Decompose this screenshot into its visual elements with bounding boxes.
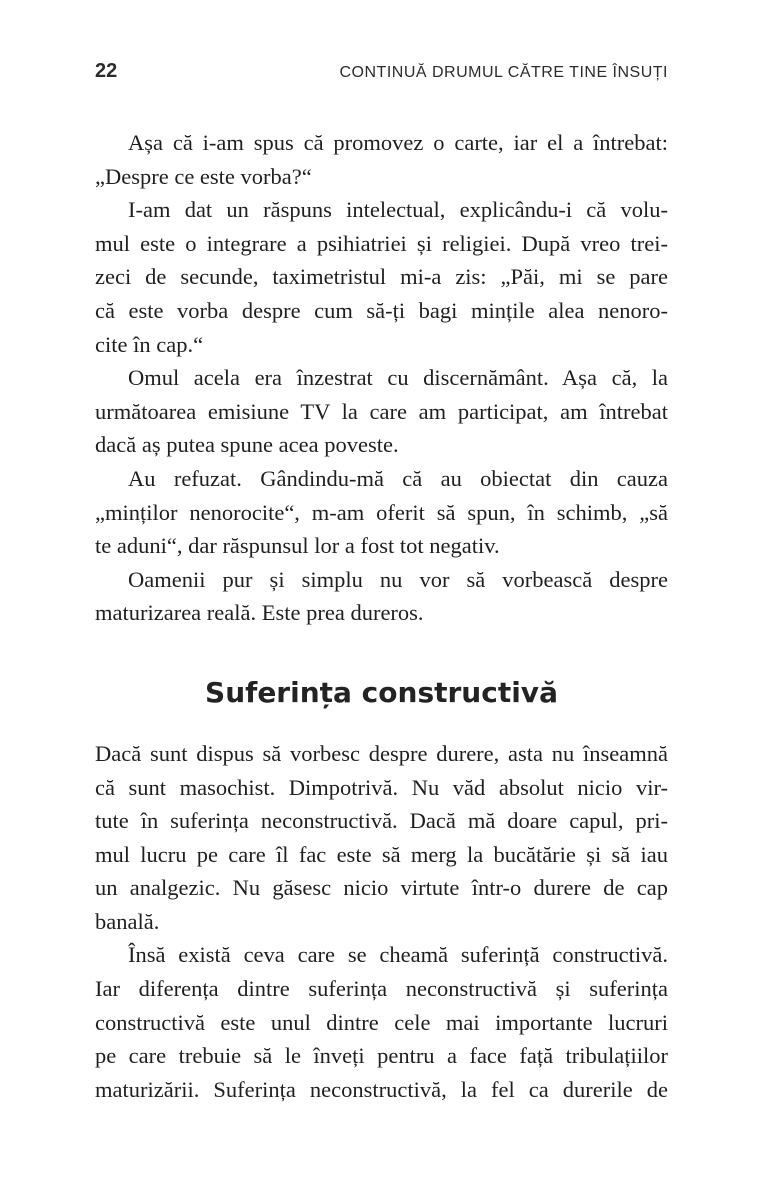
text-line: mul lucru pe care îl fac este să merg la bucătărie și să iau (95, 841, 668, 867)
text-line: Oamenii pur și simplu nu vor să vorbească despre (128, 566, 668, 592)
section-heading: Suferința constructivă (205, 675, 558, 709)
text-line: că sunt masochist. Dimpotrivă. Nu văd absolut nicio vir- (95, 774, 668, 800)
text-line: un analgezic. Nu găsesc nicio virtute într-o durere de cap (95, 875, 668, 901)
text-line: Așa că i-am spus că promovez o carte, iar el a întrebat: (128, 130, 668, 155)
paragraph (95, 361, 668, 462)
text-line: zeci de secunde, taximetristul mi-a zis: „Păi, mi se pare (95, 264, 668, 290)
text-line: I-am dat un răspuns intelectual, explicându-i că volu- (128, 197, 668, 223)
text-line: Dacă sunt dispus să vorbesc despre durere, asta nu înseamnă (95, 740, 668, 766)
text-line: tute în suferința neconstructivă. Dacă mă doare capul, pri- (95, 808, 668, 834)
paragraph (95, 462, 668, 563)
text-line: maturizarea reală. Este prea dureros. (95, 600, 424, 626)
paragraph (95, 938, 668, 1106)
text-line: maturizării. Suferința neconstructivă, la fel ca durerile de (95, 1076, 668, 1102)
text-line: cite în cap.“ (95, 331, 204, 357)
page-body (95, 126, 668, 1106)
paragraph (95, 193, 668, 361)
text-block-top (95, 126, 668, 630)
text-line: Iar diferența dintre suferința neconstructivă și suferința (95, 976, 668, 1002)
running-head: CONTINUĂ DRUMUL CĂTRE TINE ÎNSUȚI (339, 64, 668, 81)
text-line: Omul acela era înzestrat cu discernământ. Așa că, la (128, 365, 668, 391)
paragraph (95, 563, 668, 630)
text-line: dacă aș putea spune acea poveste. (95, 432, 399, 458)
text-line: „minților nenorocite“, m-am oferit să spun, în schimb, „să (95, 499, 668, 525)
page-number: 22 (95, 60, 118, 82)
text-line: mul este o integrare a psihiatriei și religiei. După vreo trei- (95, 230, 668, 256)
text-line: Însă există ceva care se cheamă suferință constructivă. (128, 942, 668, 968)
text-line: că este vorba despre cum să-ți bagi mințile alea nenoro- (95, 297, 668, 323)
page-header (95, 60, 668, 83)
text-line: constructivă este unul dintre cele mai importante lucruri (95, 1009, 668, 1035)
paragraph (95, 737, 668, 939)
text-block-bottom (95, 737, 668, 1107)
text-line: te aduni“, dar răspunsul lor a fost tot negativ. (95, 533, 500, 559)
paragraph (95, 126, 668, 193)
text-line: Au refuzat. Gândindu-mă că au obiectat din cauza (128, 465, 668, 491)
text-line: următoarea emisiune TV la care am participat, am întrebat (95, 398, 668, 424)
text-line: pe care trebuie să le înveți pentru a face față tribulațiilor (95, 1043, 668, 1069)
text-line: banală. (95, 908, 160, 934)
text-line: „Despre ce este vorba?“ (95, 163, 312, 189)
